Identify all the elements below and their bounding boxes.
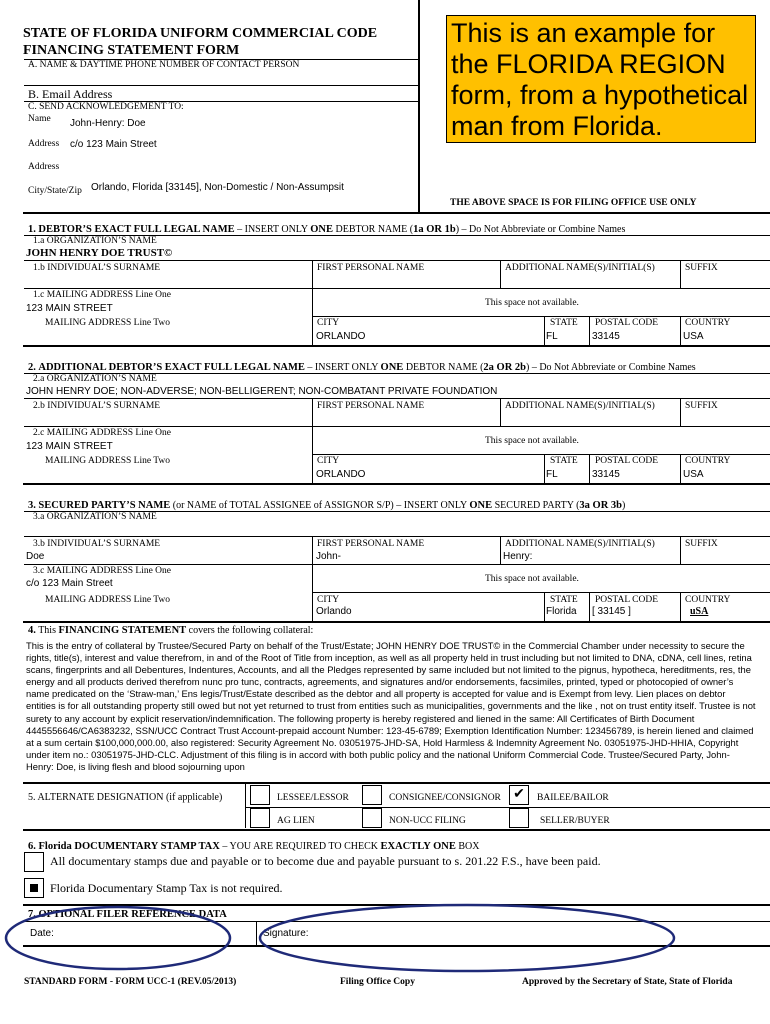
secured-state-label: STATE xyxy=(550,595,578,605)
filing-office-note: THE ABOVE SPACE IS FOR FILING OFFICE USE ONLY xyxy=(450,198,697,208)
divider xyxy=(680,592,681,621)
secured-first-label: FIRST PERSONAL NAME xyxy=(317,539,425,549)
secured-mail1-value[interactable]: c/o 123 Main Street xyxy=(26,578,113,589)
secured-surname-label: 3.b INDIVIDUAL’S SURNAME xyxy=(33,539,161,549)
divider xyxy=(680,316,681,345)
ag-lien-checkbox[interactable] xyxy=(250,808,270,828)
collateral-text[interactable]: This is the entry of collateral by Trustee/Secured Party on behalf of the Trust/Estate; JOHN HENRY DOE TRUST© in the Commercial Chamber under necessity to secure the rights, title(s), interest and value therefrom, in and of the Root of Title from inception, as well as all property held in trust including but not limited to DNA, cDNA, cell lines, retina scans, fingerprints and all Debentures, Indentures, Accounts, and all the Pledges represented by same included but not limited to the pignus, hypotheca, hereditments, res, the energy and all products derived therefrom nunc pro tunc, contracts, agreements, and signatures and/or endorsements, facsimiles, printed, typed or photocopied of owner’s name predicated on the ‘Straw-man,’ Ens legis/Trust/Estate described as the debtor and all property is accepted for value and is Exempt from levy. Lien places on debtor entities is for all outstanding property still owed but not yet returned to trust from entities such as municipalities, governments and the like , not on trust entity itself. Trustee is not surety to any account by explicit reservation/indemnification. The following property is hereby registered and liened in the same: All Certificates of Birth Document 4445556646/CA6383232, SSN/UCC Contract Trust Account-prepaid account Number: 123-45-6789; Exemption Identification Number: 123456789, is herein liened and claimed at a sum certain $100,000,000.00, also registered: Security Agreement No. 03051975-JHD-SA, Hold Harmless & Indemnity Agreement No. 03051975-JHD-HHIA, Copyright under item no.: 03051975-JHD-CLC. Adjustment of this filing is in accord with both public policy and the national Uniform Commercial Code. Trustee/Secured Party, John-Henry: Doe, is living flesh and blood sojourning upon xyxy=(26,640,756,772)
collateral-heading: 4. This FINANCING STATEMENT covers the following collateral: xyxy=(28,625,314,636)
debtor2-postal-value[interactable]: 33145 xyxy=(592,469,620,480)
debtor2-first-label: FIRST PERSONAL NAME xyxy=(317,401,425,411)
secured-first-value[interactable]: John- xyxy=(316,551,342,562)
debtor1-surname-label: 1.b INDIVIDUAL’S SURNAME xyxy=(33,263,161,273)
ack-name-value[interactable]: John-Henry: Doe xyxy=(70,118,146,129)
debtor2-mail2-label: MAILING ADDRESS Line Two xyxy=(45,456,171,466)
debtor2-org-value[interactable]: JOHN HENRY DOE; NON-ADVERSE; NON-BELLIGERENT; NON-COMBATANT PRIVATE FOUNDATION xyxy=(26,386,498,397)
debtor2-city-value[interactable]: ORLANDO xyxy=(316,469,366,480)
debtor1-org-label: 1.a ORGANIZATION’S NAME xyxy=(33,236,157,246)
divider xyxy=(312,260,313,288)
lessee-checkbox[interactable] xyxy=(250,785,270,805)
ack-city-value[interactable]: Orlando, Florida [33145], Non-Domestic / Non-Assumpsit xyxy=(91,182,344,193)
section-rule xyxy=(23,782,770,784)
ack-city-label: City/State/Zip xyxy=(28,186,82,196)
seller-label: SELLER/BUYER xyxy=(540,816,610,826)
divider xyxy=(245,807,770,808)
example-line4: man from Florida. xyxy=(451,111,663,141)
example-line2: the FLORIDA REGION xyxy=(451,49,726,79)
ag-lien-label: AG LIEN xyxy=(277,816,315,826)
secured-suffix-label: SUFFIX xyxy=(685,539,718,549)
bailee-checkbox[interactable] xyxy=(509,785,529,805)
debtor1-org-value[interactable]: JOHN HENRY DOE TRUST© xyxy=(26,247,173,259)
debtor1-mail2-label: MAILING ADDRESS Line Two xyxy=(45,318,171,328)
divider xyxy=(24,288,770,289)
divider xyxy=(24,398,770,399)
debtor1-additional-label: ADDITIONAL NAME(S)/INITIAL(S) xyxy=(505,263,655,273)
send-ack-label: C. SEND ACKNOWLEDGEMENT TO: xyxy=(28,102,184,112)
debtor2-state-value[interactable]: FL xyxy=(546,469,558,480)
stamp-tax-heading: 6. Florida DOCUMENTARY STAMP TAX – YOU ARE REQUIRED TO CHECK EXACTLY ONE BOX xyxy=(28,841,480,852)
debtor1-first-label: FIRST PERSONAL NAME xyxy=(317,263,425,273)
section-rule xyxy=(23,483,770,485)
divider xyxy=(24,260,770,261)
debtor2-heading: 2. ADDITIONAL DEBTOR’S EXACT FULL LEGAL NAME – INSERT ONLY ONE DEBTOR NAME (2a OR 2b) – Do Not Abbreviate or Combine Names xyxy=(28,362,696,373)
secured-country-label: COUNTRY xyxy=(685,595,731,605)
divider xyxy=(312,316,770,317)
secured-city-label: CITY xyxy=(317,595,340,605)
alternate-designation-label: 5. ALTERNATE DESIGNATION (if applicable) xyxy=(28,792,223,803)
divider xyxy=(680,536,681,564)
divider xyxy=(544,316,545,345)
debtor1-postal-value[interactable]: 33145 xyxy=(592,331,620,342)
debtor1-state-label: STATE xyxy=(550,318,578,328)
footer-approval: Approved by the Secretary of State, State of Florida xyxy=(522,977,733,987)
debtor2-org-label: 2.a ORGANIZATION’S NAME xyxy=(33,374,157,384)
secured-country-value[interactable]: uSA xyxy=(690,606,709,617)
divider xyxy=(500,536,501,564)
divider xyxy=(680,398,681,426)
debtor1-not-available: This space not available. xyxy=(485,298,579,308)
divider xyxy=(24,564,770,565)
debtor1-suffix-label: SUFFIX xyxy=(685,263,718,273)
debtor2-not-available: This space not available. xyxy=(485,436,579,446)
secured-postal-value[interactable]: [ 33145 ] xyxy=(592,606,631,617)
consignee-label: CONSIGNEE/CONSIGNOR xyxy=(389,793,501,803)
check-mark-icon: ✔ xyxy=(513,787,525,802)
form-title-line1: STATE OF FLORIDA UNIFORM COMMERCIAL CODE xyxy=(23,26,378,41)
example-line3: form, from a hypothetical xyxy=(451,80,749,110)
divider xyxy=(680,454,681,483)
secured-state-value[interactable]: Florida xyxy=(546,606,577,617)
filled-square-icon xyxy=(30,884,38,892)
contact-person-label: A. NAME & DAYTIME PHONE NUMBER OF CONTACT PERSON xyxy=(28,60,300,70)
divider xyxy=(312,454,770,455)
debtor2-suffix-label: SUFFIX xyxy=(685,401,718,411)
debtor2-mail1-value[interactable]: 123 MAIN STREET xyxy=(26,441,113,452)
debtor2-country-value[interactable]: USA xyxy=(683,469,704,480)
seller-checkbox[interactable] xyxy=(509,808,529,828)
divider xyxy=(500,398,501,426)
secured-mail2-label: MAILING ADDRESS Line Two xyxy=(45,595,171,605)
divider xyxy=(312,592,770,593)
divider xyxy=(24,85,418,86)
divider xyxy=(680,260,681,288)
divider xyxy=(312,398,313,426)
divider xyxy=(589,592,590,621)
lessee-label: LESSEE/LESSOR xyxy=(277,793,349,803)
divider xyxy=(589,454,590,483)
debtor2-surname-label: 2.b INDIVIDUAL’S SURNAME xyxy=(33,401,161,411)
divider xyxy=(544,592,545,621)
contact-person-field[interactable] xyxy=(24,72,418,84)
section-rule xyxy=(23,345,770,347)
ack-name-label: Name xyxy=(28,114,51,124)
debtor2-state-label: STATE xyxy=(550,456,578,466)
signature-field[interactable] xyxy=(260,935,670,965)
debtor1-city-label: CITY xyxy=(317,318,340,328)
debtor1-postal-label: POSTAL CODE xyxy=(595,318,659,328)
debtor2-postal-label: POSTAL CODE xyxy=(595,456,659,466)
divider xyxy=(245,782,246,828)
ack-address-value[interactable]: c/o 123 Main Street xyxy=(70,139,157,150)
debtor2-city-label: CITY xyxy=(317,456,340,466)
debtor1-heading: 1. DEBTOR’S EXACT FULL LEGAL NAME – INSERT ONLY ONE DEBTOR NAME (1a OR 1b) – Do Not Abbreviate or Combine Names xyxy=(28,224,626,235)
secured-org-label: 3.a ORGANIZATION’S NAME xyxy=(33,512,157,522)
example-callout xyxy=(446,15,756,143)
section-rule xyxy=(23,212,770,214)
date-label: Date: xyxy=(30,928,54,939)
debtor2-mail1-label: 2.c MAILING ADDRESS Line One xyxy=(33,428,172,438)
stamps-not-required-label: Florida Documentary Stamp Tax is not required. xyxy=(50,881,283,895)
secured-not-available: This space not available. xyxy=(485,574,579,584)
non-ucc-checkbox[interactable] xyxy=(362,808,382,828)
divider xyxy=(589,316,590,345)
debtor1-state-value[interactable]: FL xyxy=(546,331,558,342)
footer-copy-type: Filing Office Copy xyxy=(340,977,415,987)
debtor1-country-value[interactable]: USA xyxy=(683,331,704,342)
secured-postal-label: POSTAL CODE xyxy=(595,595,659,605)
secured-additional-value[interactable]: Henry: xyxy=(503,551,533,562)
non-ucc-label: NON-UCC FILING xyxy=(389,816,466,826)
debtor1-country-label: COUNTRY xyxy=(685,318,731,328)
secured-city-value[interactable]: Orlando xyxy=(316,606,352,617)
header-divider xyxy=(418,0,420,212)
divider xyxy=(24,536,770,537)
debtor2-additional-label: ADDITIONAL NAME(S)/INITIAL(S) xyxy=(505,401,655,411)
example-line1: This is an example for xyxy=(451,18,716,48)
bailee-label: BAILEE/BAILOR xyxy=(537,793,609,803)
divider xyxy=(312,536,313,564)
debtor1-city-value[interactable]: ORLANDO xyxy=(316,331,366,342)
consignee-checkbox[interactable] xyxy=(362,785,382,805)
divider xyxy=(544,454,545,483)
stamps-paid-label: All documentary stamps due and payable or to become due and payable pursuant to s. 201.22 F.S., have been paid. xyxy=(50,854,601,868)
section-rule xyxy=(23,621,770,623)
ack-address-label: Address xyxy=(28,139,60,149)
footer-form-id: STANDARD FORM - FORM UCC-1 (REV.05/2013) xyxy=(24,977,237,987)
divider xyxy=(500,260,501,288)
debtor2-country-label: COUNTRY xyxy=(685,456,731,466)
optional-heading: 7. OPTIONAL FILER REFERENCE DATA xyxy=(28,909,227,920)
email-address-label: B. Email Address xyxy=(28,87,113,101)
stamps-paid-checkbox[interactable] xyxy=(24,852,44,872)
debtor1-mail1-label: 1.c MAILING ADDRESS Line One xyxy=(33,290,172,300)
debtor1-mail1-value[interactable]: 123 MAIN STREET xyxy=(26,303,113,314)
secured-heading: 3. SECURED PARTY’S NAME (or NAME of TOTAL ASSIGNEE of ASSIGNOR S/P) – INSERT ONLY ONE SECURED PARTY (3a OR 3b) xyxy=(28,500,626,511)
secured-surname-value[interactable]: Doe xyxy=(26,551,45,562)
date-field[interactable] xyxy=(30,935,220,963)
secured-additional-label: ADDITIONAL NAME(S)/INITIAL(S) xyxy=(505,539,655,549)
secured-mail1-label: 3.c MAILING ADDRESS Line One xyxy=(33,566,172,576)
ack-address2-label: Address xyxy=(28,162,60,172)
divider xyxy=(24,426,770,427)
signature-label: Signature: xyxy=(263,928,309,939)
section-rule xyxy=(23,829,770,831)
form-title-line2: FINANCING STATEMENT FORM xyxy=(23,43,240,58)
form-title xyxy=(23,25,377,59)
